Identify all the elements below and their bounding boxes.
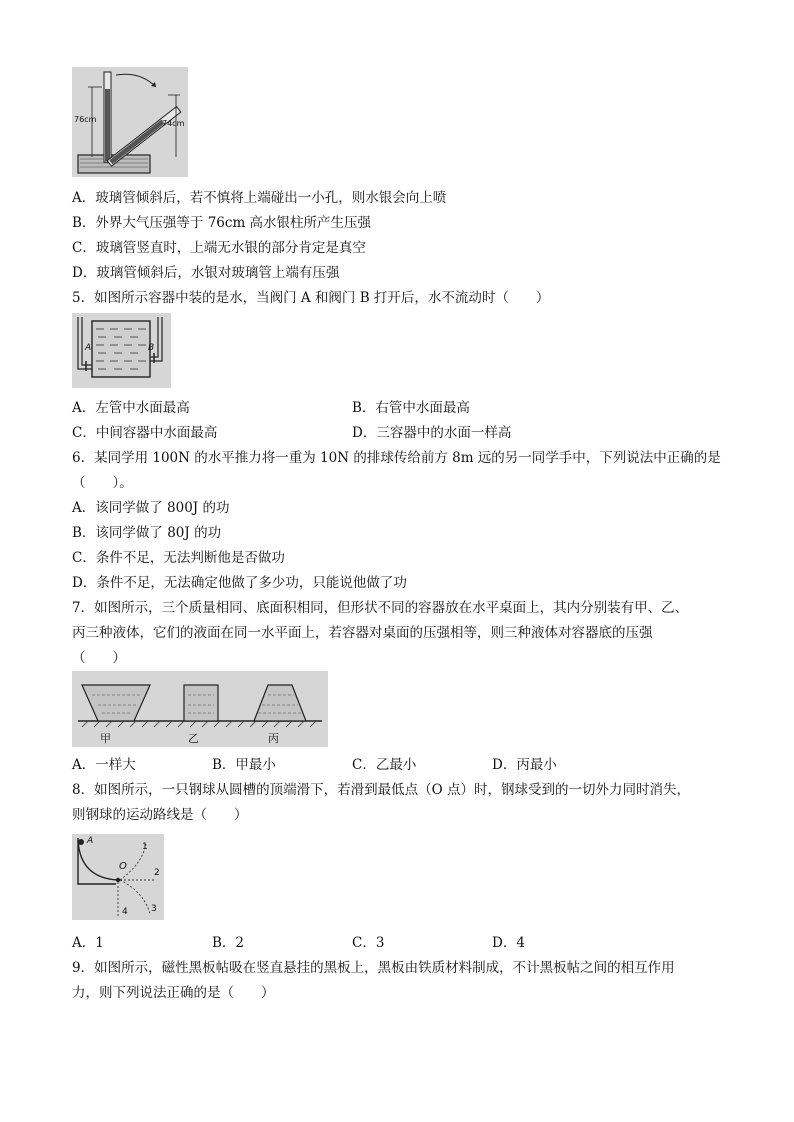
- q5-label-a: A: [85, 343, 92, 353]
- q8-figure-groove: [72, 834, 164, 920]
- q7-option-d: D．丙最小: [492, 757, 557, 773]
- q4-figure-barometer: [72, 67, 188, 177]
- q5-option-c: C．中间容器中水面最高: [72, 425, 218, 441]
- q8-option-a: A．1: [72, 935, 104, 951]
- q8-label-path-4: 4: [122, 907, 128, 917]
- q8-label-path-3: 3: [151, 904, 157, 914]
- q8-option-d: D．4: [492, 935, 525, 951]
- q6-stem-line2: （ ）。: [72, 475, 133, 491]
- q6-option-c: C．条件不足，无法判断他是否做功: [72, 550, 285, 566]
- q7-figure-containers: [72, 671, 328, 747]
- q4-option-c: C．玻璃管竖直时，上端无水银的部分肯定是真空: [72, 240, 366, 256]
- q5-option-a: A．左管中水面最高: [72, 400, 190, 416]
- q8-option-c: C．3: [352, 935, 385, 951]
- q4-label-76cm: 76cm: [74, 115, 97, 124]
- q5-stem: 5．如图所示容器中装的是水，当阀门 A 和阀门 B 打开后，水不流动时（ ）: [72, 290, 550, 306]
- q5-option-b: B．右管中水面最高: [352, 400, 470, 416]
- q4-option-b: B．外界大气压强等于 76cm 高水银柱所产生压强: [72, 215, 372, 231]
- q7-stem-line1: 7．如图所示，三个质量相同、底面积相同，但形状不同的容器放在水平桌面上，其内分别装有甲、乙、: [72, 600, 689, 616]
- q7-option-a: A．一样大: [72, 757, 136, 773]
- q7-label-yi: 乙: [188, 732, 199, 745]
- q6-option-b: B．该同学做了 80J 的功: [72, 525, 222, 541]
- q6-option-d: D．条件不足，无法确定他做了多少功，只能说他做了功: [72, 575, 407, 591]
- q6-option-a: A．该同学做了 800J 的功: [72, 500, 230, 516]
- q9-stem-line1: 9．如图所示，磁性黑板帖吸在竖直悬挂的黑板上，黑板由铁质材料制成，不计黑板帖之间的相互作用: [72, 960, 675, 976]
- q5-option-d: D．三容器中的水面一样高: [352, 425, 512, 441]
- q8-label-path-2: 2: [154, 868, 160, 878]
- q7-stem-line3: （ ）: [72, 650, 126, 666]
- q5-figure-containers: [72, 313, 171, 388]
- q4-label-74cm: 74cm: [162, 119, 185, 128]
- q8-stem-line2: 则钢球的运动路线是（ ）: [72, 807, 248, 823]
- q8-label-a: A: [87, 836, 94, 846]
- q6-stem-line1: 6．某同学用 100N 的水平推力将一重为 10N 的排球传给前方 8m 远的另一同学手中，下列说法中正确的是: [72, 450, 721, 466]
- q8-label-path-1: 1: [142, 842, 148, 852]
- q8-label-o: O: [119, 861, 127, 872]
- q8-stem-line1: 8．如图所示，一只钢球从圆槽的顶端滑下，若滑到最低点（O 点）时，钢球受到的一切外力同时消失，: [72, 782, 690, 798]
- q7-stem-line2: 丙三种液体，它们的液面在同一水平面上，若容器对桌面的压强相等，则三种液体对容器底的压强: [72, 625, 653, 641]
- q4-option-d: D．玻璃管倾斜后，水银对玻璃管上端有压强: [72, 265, 340, 281]
- q4-option-a: A．玻璃管倾斜后，若不慎将上端碰出一小孔，则水银会向上喷: [72, 190, 447, 206]
- q7-label-bing: 丙: [268, 732, 279, 745]
- q7-option-b: B．甲最小: [212, 757, 276, 773]
- q7-option-c: C．乙最小: [352, 757, 417, 773]
- q8-option-b: B．2: [212, 935, 245, 951]
- q9-stem-line2: 力，则下列说法正确的是（ ）: [72, 985, 275, 1001]
- q7-label-jia: 甲: [100, 732, 111, 745]
- q5-label-b: B: [148, 343, 155, 353]
